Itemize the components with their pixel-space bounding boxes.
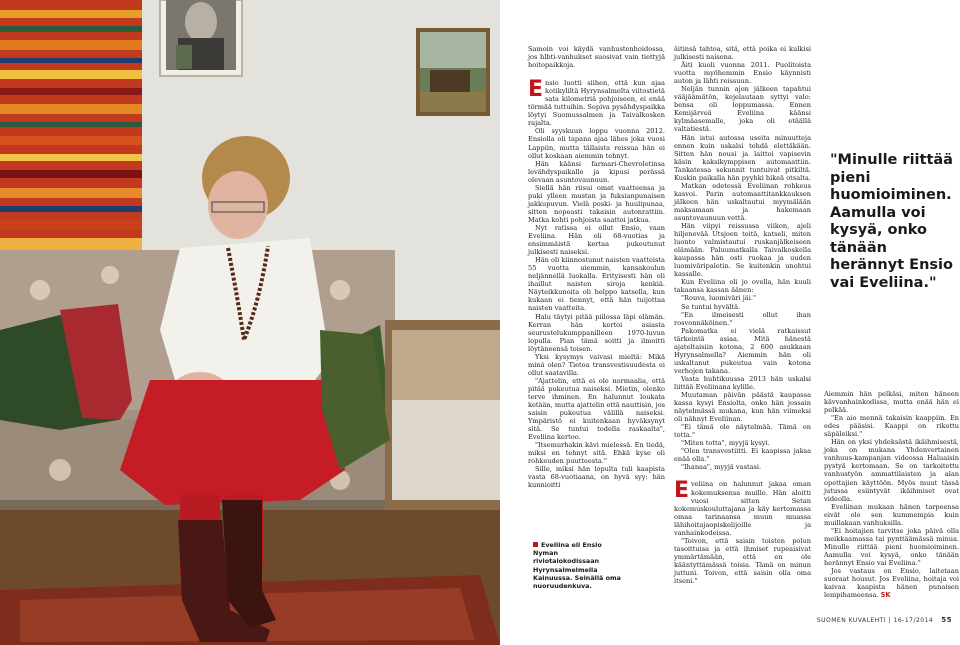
paragraph: "Toivon, että saisin toisten polun tasoittuisa ja että ihmiset rupeaisivat ymmärtämään, että en ole kääntyttämässä toisia. Tämä on minun juttuni. Toivon, että saisin olla oma itseni." <box>674 536 811 586</box>
paragraph: "Ei tämä ole näytelmää. Tämä on totta." <box>674 423 811 440</box>
drop-cap: E <box>674 478 690 504</box>
paragraph: Sille, miksi hän lopulta tuli kaapista vasta 68-vuotiaana, on hyvä syy: hän kunnioitti <box>528 465 665 490</box>
paragraph: Halu täytyi pitää piilossa läpi elämän. Kerran hän kertoi asiasta seurustelukumppanilleen 1970-luvun lopulla. Pian tämä soitti ja ilmoitti löytäneensä toisen. <box>528 312 665 353</box>
paragraph: "Ihanaa", myyjä vastasi. <box>681 463 762 472</box>
pull-quote: "Minulle riittää pieni huomioiminen. Aamulla voi kysyä, onko tänään herännyt Ensio vai Eveliina." <box>830 152 953 291</box>
portrait-frame <box>160 0 242 76</box>
paragraph: Muutaman päivän päästä kaupassa kassa kysyi Ensiolta, onko hän jossain näytelmässä mukana, kun hän viimeksi oli nähnyt Eveliinan. <box>674 391 811 424</box>
paragraph: Matkan edetessä Eveliinan rohkeus kasvoi. Parin automaattitankkauksen jälkeen hän uskaltautui myymälään maksamaan ja hakemaan asuntovaunuun vettä. <box>674 181 811 222</box>
paragraph: äitinsä tahtoa, sitä, että poika ei kulkisi julkisesti naisena. <box>674 45 811 62</box>
paragraph: "Ajattelin, että ei ole normaalia, että pitää pukeutua naiseksi. Mietin, olenko terve ihminen. En halunnut loukata ketään, mutta ajattelin että nauttisin, jos saisin pukeutua välillä naiseksi. Ympäristö ei kuitenkaan hyväksynyt sitä. Se tuntui todella raskaalta", Eveliina kertoo. <box>528 376 665 442</box>
paragraph: Siellä hän riisui omat vaatteensa ja puki ylleen mustan ja fuksianpunaisen jakkupuvun. Vielä poski- ja huulipunaa, sitten nopeasti takaisin autonrattiin. Matka kohti pohjoista saattoi jatkua. <box>528 183 665 224</box>
magazine-issue: SUOMEN KUVALEHTI | 16-17/2014 <box>816 617 934 624</box>
paragraph: "En aio mennä takaisin kaappiin. En edes pääsisi. Kaappi on rikottu säpäleiksi." <box>824 414 959 439</box>
paragraph: Pakomatka ei vielä ratkaissut tärkeintä asiaa. Mitä hänestä ajateltaisiin kotona, 2 600 asukkaan Hyrynsalmella? Aiemmin hän oli uskaltanut pukeutua vain kotona verhojen takana. <box>674 326 811 375</box>
paragraph: "Miten totta", myyjä kysyi. <box>681 439 770 448</box>
wall-rug <box>0 0 142 250</box>
paragraph: "Olen transvestiitti. Ei kaapissa jaksa enää olla." <box>674 447 811 464</box>
photo-caption: Eveliina eli Ensio Nyman riviotalokodissaan Hyrynsalmelmella Kainuussa. Seinällä oma nuoruudenkuva. <box>533 541 621 591</box>
paragraph: Hän istui autossa useita minuutteja ennen kuin uskalsi tehdä elettäkään. Sitten hän nousi ja laittoi vapisevin käsin kaksikymppisen automaattiin. Tankatessa sekunnit tuntuivat pitkiltä. Kuskin paikalla hän pyyhki hikeä otsalta. <box>674 133 811 182</box>
paragraph: Vasta huhtikuussa 2013 hän uskalsi liittää Eveliinana kylille. <box>674 374 811 391</box>
signoff: SK <box>880 591 891 600</box>
paragraph: Yksi kysymys vaivasi mieltä: Mikä minä olen? Tietoa transvestisuudesta ei ollut saatavilla. <box>528 352 665 377</box>
paragraph: Jos vastaus on Ensio, laitetaan suoraat housut. Jos Eveliina, hoitaja voi kaivaa kaapista hänen punaisen lempihameensa. SK <box>824 567 959 600</box>
paragraph-dropcap: Ensio luotti siihen, että kun ajaa kotikyliltä Hyrynsalmelta viitostietä sata kilometriä pohjoiseen, ei enää törmää tuttuihin. Sopiva pysähdyspaikka löytyi Suomussalmen ja Taivalkosken rajalta. <box>528 77 665 128</box>
paragraph: Hän käänsi farmari-Chevroletinsa levähdyspaikalle ja kipusi perässä olevaan asuntovaunuun. <box>528 159 665 184</box>
article-column-1 <box>528 45 665 490</box>
paragraph: Kun Eveliina oli jo ovella, hän kuuli takaansa kassan äänen: <box>674 278 811 295</box>
paragraph: Äiti kuoli vuonna 2011. Puolitoista vuotta myöhemmin Ensio käynnisti auton ja lähti reissuun. <box>674 61 811 86</box>
paragraph: "Rouva, luomiväri jäi." <box>681 294 756 303</box>
paragraph-dropcap: Eveliina on halunnut jakaa oman kokemuksensa muille. Hän aloitti vuosi sitten Setan kokemuskouluttajana ja käy kertomassa omaa tarinaansa muun muassa lähihoitajaopiskelijoille ja vanhainkodeissa. <box>674 478 811 537</box>
page-number: 55 <box>941 616 952 624</box>
paragraph: "En ilmeisesti ollut ihan rosvonnäköinen." <box>674 310 811 327</box>
paragraph: Samoin voi käydä vanhustenhoidossa, jos hlbti-vanhukset suosivat vain tiettyjä hoitopaikkoja. <box>528 45 665 70</box>
paragraph: Oli syyskuun loppu vuonna 2012. Ensiolla oli tapana ajaa lähes joka vuosi Lappiin, mutta tällaista reissua hän ei ollut koskaan aiemmin tehnyt. <box>528 127 665 160</box>
paragraph: Se tuntui hyvältä. <box>681 302 741 311</box>
paragraph: Hän on yksi yhdeksästä ikäihmisestä, joka on mukana Yhdenvertainen vanhuus-kampanjan videossa Haluaisin pystyä kertomaan. Se on tarkoitettu vanhustyön ammattilaisten ja alan opettajien käyttöön. Myös muut tässä jutussa esiintyvät ikäihmiset ovat videolla. <box>824 438 959 503</box>
paragraph: Nyt ratissa ei ollut Ensio, vaan Eveliina. Hän oli 68-vuotias ja ensimmäistä kertaa pukeutunut julkisesti naiseksi. <box>528 223 665 257</box>
paragraph: Neljän tunnin ajon jälkeen tapahtui vääjäämätön, kejelautaan syttyi valo: bensa oli loppumassa. Ennen Kemijärveä Eveliina käänsi kylmäasemalle, joka oli etäällä valtatiestä. <box>674 85 811 134</box>
page-footer <box>817 616 952 624</box>
paragraph: "Itsemurhakin kävi mielessä. En tiedä, miksi en tehnyt sitä. Ehkä kyse oli rohkeuden puutteesta." <box>528 441 665 466</box>
article-column-2 <box>674 45 811 585</box>
article-column-3 <box>824 390 959 599</box>
landscape-painting <box>416 28 490 116</box>
paragraph: Eveliinan mukaan hänen tarpeensa eivät ole sen kummempia kuin muillakaan vanhuksilla. <box>824 502 959 527</box>
article-page <box>500 0 960 645</box>
paragraph: Hän viipyi reissussa viikon, ajeli hiljenevää Utsjoen teitä, katseli, miten luonto valmistautui ruskanjälkeiseen elämään. Paluumatkalla Taivalkoskella kaupassa hän osti ruokaa ja uuden luomiväripaletin. Se kuitenkin unohtui kassalle. <box>674 222 811 279</box>
paragraph: Hän oli kiinnostunut naisten vaatteista 55 vuotta aiemmin, kansakoulun neljännellä luokalla. Erityisesti hän oli ihaillut naisten siroja kenkiä. Näyteikkunoita oli helppo katsella, kun kukaan ei tiennyt, että hän tuijottaa naisten vaatteita. <box>528 256 665 313</box>
caption-square-icon <box>533 542 538 547</box>
paragraph: "Ei hoitajien tarvitse joka päivä olla meikkaamassa tai pynttäämässä minua. Minulle riittää pieni huomioiminen. Aamulla voi kysyä, onko tänään herännyt Ensio vai Eveliina." <box>824 526 959 567</box>
paragraph: Aiemmin hän pelkäsi, miten häneen kävvanhainkodissa, mutta enää hän ei pelkää. <box>824 390 959 415</box>
drop-cap: E <box>528 77 544 103</box>
